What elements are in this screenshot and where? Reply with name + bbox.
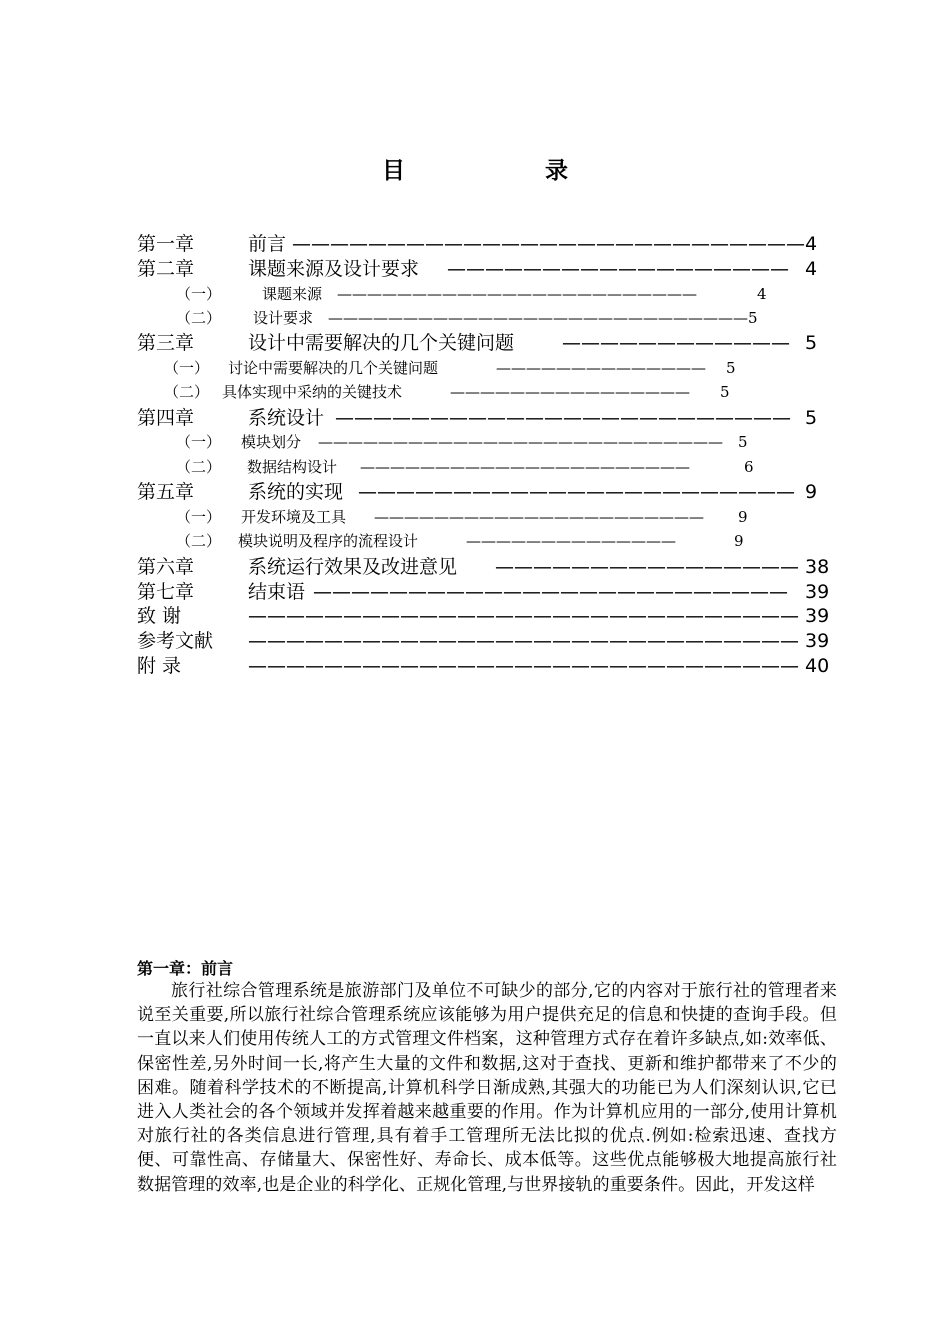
- toc-page: 9: [738, 508, 748, 526]
- toc-page: 9: [734, 532, 744, 550]
- toc-leader: ——————————————————————: [360, 458, 690, 476]
- toc-entry-chapter-3[interactable]: [0, 330, 950, 356]
- toc-label: （二）: [176, 309, 222, 327]
- toc-label: 第二章: [137, 258, 195, 280]
- toc-entry-2-2[interactable]: [0, 306, 950, 332]
- toc-page: 39: [805, 630, 830, 652]
- toc-entry-chapter-6[interactable]: [0, 554, 950, 580]
- toc-leader: —————————————————————————————: [248, 630, 799, 652]
- toc-leader: ———————————————————————: [358, 481, 795, 503]
- toc-entry-chapter-5[interactable]: [0, 479, 950, 505]
- toc-entry-appendix[interactable]: [0, 653, 950, 679]
- toc-page: 9: [805, 481, 818, 503]
- toc-text: 具体实现中采纳的关键技术: [222, 383, 403, 401]
- toc-entry-5-1[interactable]: [0, 505, 950, 531]
- chapter-1-heading: 第一章：前言: [137, 959, 234, 978]
- toc-leader: —————————————————————————————: [248, 605, 799, 627]
- toc-leader: ————————————: [562, 332, 790, 354]
- toc-leader: —————————————————————————: [313, 581, 788, 603]
- toc-text: 系统运行效果及改进意见: [248, 556, 458, 578]
- toc-text: 前言: [248, 233, 287, 255]
- toc-label: （一）: [176, 285, 222, 303]
- toc-text: 设计中需要解决的几个关键问题: [248, 332, 515, 354]
- toc-page: 5: [805, 407, 818, 429]
- toc-leader: ————————————————————————: [337, 285, 697, 303]
- toc-label: （二）: [176, 458, 222, 476]
- toc-label: 参考文献: [137, 630, 214, 652]
- toc-page: 4: [757, 285, 767, 303]
- toc-page: 5: [805, 332, 818, 354]
- toc-text: 系统的实现: [248, 481, 344, 503]
- toc-entry-chapter-4[interactable]: [0, 405, 950, 431]
- toc-leader: —————————————————————————————: [248, 655, 799, 677]
- toc-label: （一）: [176, 508, 222, 526]
- toc-page: 40: [805, 655, 830, 677]
- toc-label: 致 谢: [137, 605, 182, 627]
- toc-label: （二）: [176, 532, 222, 550]
- toc-leader: ————————————————————————: [335, 407, 791, 429]
- toc-page: 5: [738, 433, 748, 451]
- toc-text: 数据结构设计: [247, 458, 338, 476]
- toc-page: 39: [805, 605, 830, 627]
- toc-leader: ————————————————: [450, 383, 690, 401]
- toc-leader: ——————————————: [466, 532, 676, 550]
- toc-entry-acknowledgements[interactable]: [0, 603, 950, 629]
- toc-entry-3-1[interactable]: [0, 356, 950, 382]
- toc-page: 6: [744, 458, 754, 476]
- toc-label: （一）: [164, 359, 210, 377]
- page-title: 目 录: [381, 158, 634, 184]
- toc-text: 结束语: [248, 581, 306, 603]
- toc-entry-3-2[interactable]: [0, 380, 950, 406]
- toc-label: 第一章: [137, 233, 195, 255]
- toc-page: 4: [805, 258, 818, 280]
- toc-text: 讨论中需要解决的几个关键问题: [228, 359, 439, 377]
- toc-label: 第七章: [137, 581, 195, 603]
- toc-label: 第三章: [137, 332, 195, 354]
- toc-entry-4-2[interactable]: [0, 455, 950, 481]
- chapter-1-paragraph: 旅行社综合管理系统是旅游部门及单位不可缺少的部分,它的内容对于旅行社的管理者来说至关重要,所以旅行社综合管理系统应该能够为用户提供充足的信息和快捷的查询手段。但一直以来人们使用传统人工的方式管理文件档案，这种管理方式存在着许多缺点,如:效率低、保密性差,另外时间一长,将产生大量的文件和数据,这对于查找、更新和维护都带来了不少的困难。随着科学技术的不断提高,计算机科学日渐成熟,其强大的功能已为人们深刻认识,它已进入人类社会的各个领域并发挥着越来越重要的作用。作为计算机应用的一部分,使用计算机对旅行社的各类信息进行管理,具有着手工管理所无法比拟的优点.例如:检索迅速、查找方便、可靠性高、存储量大、保密性好、寿命长、成本低等。这些优点能够极大地提高旅行社数据管理的效率,也是企业的科学化、正规化管理,与世界接轨的重要条件。因此，开发这样: [137, 981, 837, 1195]
- toc-entry-chapter-2[interactable]: [0, 256, 950, 282]
- toc-leader: ——————————————————: [447, 258, 789, 280]
- toc-entry-5-2[interactable]: [0, 529, 950, 555]
- toc-text: 课题来源及设计要求: [248, 258, 420, 280]
- toc-entry-chapter-1[interactable]: [0, 231, 950, 257]
- toc-leader: ———————————————————————————: [292, 233, 805, 255]
- toc-entry-2-1[interactable]: [0, 282, 950, 308]
- toc-text: 课题来源: [262, 285, 323, 303]
- toc-page: 5: [748, 309, 758, 327]
- toc-entry-chapter-7[interactable]: [0, 579, 950, 605]
- toc-page: 5: [720, 383, 730, 401]
- toc-label: （一）: [176, 433, 222, 451]
- toc-page: 39: [805, 581, 830, 603]
- toc-leader: ——————————————————————: [374, 508, 704, 526]
- toc-leader: ————————————————: [495, 556, 799, 578]
- toc-leader: ——————————————: [496, 359, 706, 377]
- toc-text: 设计要求: [253, 309, 314, 327]
- toc-text: 模块划分: [241, 433, 302, 451]
- toc-label: 附 录: [137, 655, 182, 677]
- toc-label: （二）: [164, 383, 210, 401]
- toc-page: 4: [805, 233, 818, 255]
- toc-text: 系统设计: [248, 407, 325, 429]
- toc-entry-references[interactable]: [0, 628, 950, 654]
- toc-label: 第四章: [137, 407, 195, 429]
- toc-leader: ————————————————————————————: [328, 309, 748, 327]
- toc-text: 开发环境及工具: [241, 508, 347, 526]
- toc-page: 38: [805, 556, 830, 578]
- toc-leader: ———————————————————————————: [318, 433, 723, 451]
- toc-label: 第五章: [137, 481, 195, 503]
- toc-text: 模块说明及程序的流程设计: [238, 532, 419, 550]
- toc-entry-4-1[interactable]: [0, 430, 950, 456]
- toc-page: 5: [726, 359, 736, 377]
- toc-label: 第六章: [137, 556, 195, 578]
